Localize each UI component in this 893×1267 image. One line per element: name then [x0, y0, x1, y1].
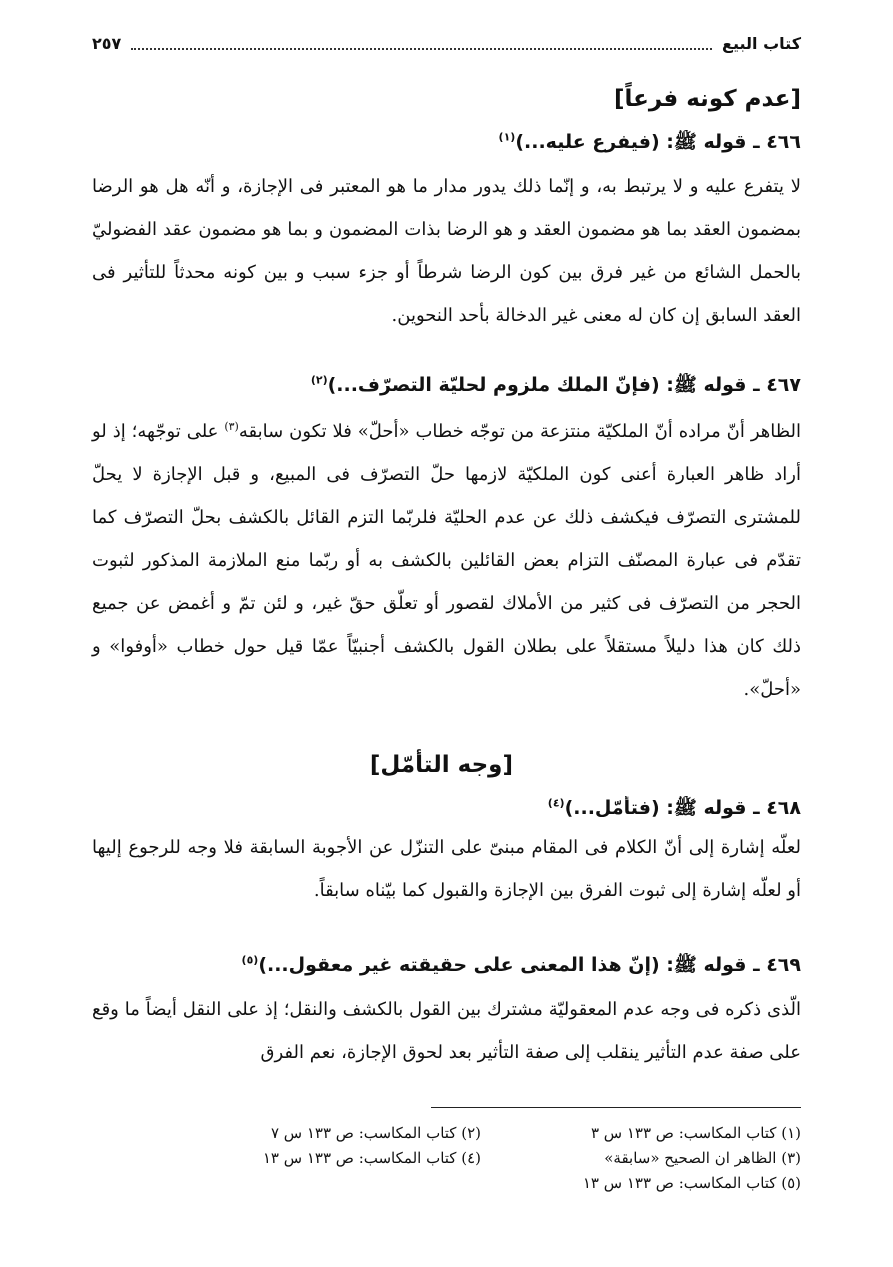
entry-quote: (فيفرع عليه...): [515, 131, 660, 153]
entry-lead: ـ قوله ﷺ:: [666, 131, 760, 153]
entry-quote: (فإنّ الملك ملزوم لحليّة التصرّف...): [327, 374, 660, 396]
entry-heading: [92, 953, 801, 981]
entry-heading: [92, 373, 801, 401]
section-heading: [عدم كونه فرعاً]: [614, 86, 801, 112]
footnote-separator: [431, 1107, 801, 1108]
running-header: [92, 28, 801, 58]
footnote-marker: (٢): [310, 373, 328, 387]
paragraph-text-part: على توجّهه؛ إذ لو أراد ظاهر العبارة أعنى كون الملكيّة لازمها حلّ التصرّف فى المبيع، و قبل الإجازة لا يحلّ للمشترى التصرّف فيكشف ذلك عن عدم الحليّة فلربّما التزم القائل بالكشف بحلّ التصرّف كما تقدّم فى عبارة المصنّف التزام بعض القائلين بالكشف به أو ربّما منع الملازمة المذكور لثبوت الحجر من التصرّف فى كثير من الأملاك لقصور أو تعلّق حقّ غير، و لئن تمّ و أغمض عن جميع ذلك كان هذا دليلاً مستقلاً على بطلان القول بالكشف أجنبيّاً عمّا قيل حول خطاب «أوفوا» و «أحلّ».: [92, 421, 801, 700]
paragraph-text-part: الظاهر أنّ مراده أنّ الملكيّة منتزعة من توجّه خطاب «أحلّ» فلا تكون سابقه: [238, 421, 801, 442]
paragraph-text: [92, 410, 801, 711]
commentary-paragraph: [92, 165, 801, 337]
entry-quote: (فتأمّل...): [564, 797, 660, 819]
footnote-marker: (١): [498, 130, 516, 144]
footnote: (٢) كتاب المكاسب: ص ١٣٣ س ٧: [270, 1124, 481, 1142]
paragraph-text: الّذى ذكره فى وجه عدم المعقوليّة مشترك بين القول بالكشف والنقل؛ إذ على النقل أيضاً ما وقع على صفة عدم التأثير ينقلب إلى صفة التأثير بعد لحوق الإجازة، نعم الفرق: [92, 999, 801, 1063]
paragraph-text: لعلّه إشارة إلى أنّ الكلام فى المقام مبنىّ على التنزّل عن الأجوبة السابقة فلا وجه للرجوع إليها أو لعلّه إشارة إلى ثبوت الفرق بين الإجازة والقبول كما بيّناه سابقاً.: [92, 837, 801, 901]
entry-heading: [92, 796, 801, 824]
entry-quote: (إنّ هذا المعنى على حقيقته غير معقول...): [258, 954, 660, 976]
footnote: (٣) الظاهر ان الصحيح «سابقة»: [604, 1149, 801, 1167]
page-number: ٢٥٧: [92, 33, 122, 53]
commentary-paragraph: [92, 410, 801, 711]
paragraph-text: لا يتفرع عليه و لا يرتبط به، و إنّما ذلك يدور مدار ما هو المعتبر فى الإجازة، و أنّه هل هو الرضا بمضمون العقد بما هو مضمون العقد و هو الرضا بذات المضمون و بما هو مضمون عقد الفضوليّ بالحمل الشائع من غير فرق بين كون الرضا شرطاً أو جزء سبب و بين كونه محدثاً للتأثير فى العقد السابق إن كان له معنى غير الدخالة بأحد النحوين.: [92, 176, 801, 326]
footnote: (٥) كتاب المكاسب: ص ١٣٣ س ١٣: [582, 1174, 801, 1192]
commentary-paragraph: [92, 988, 801, 1074]
entry-number: ٤٦٦: [766, 131, 801, 153]
entry-lead: ـ قوله ﷺ:: [666, 797, 760, 819]
entry-number: ٤٦٧: [766, 374, 801, 396]
footnote-marker: (٣): [224, 420, 239, 433]
entry-number: ٤٦٨: [766, 797, 801, 819]
entry-heading: [92, 130, 801, 158]
footnote-marker: (٤): [547, 796, 565, 810]
header-leader-dots: [131, 36, 712, 50]
section-heading: [وجه التأمّل]: [369, 752, 513, 778]
entry-number: ٤٦٩: [766, 954, 801, 976]
entry-lead: ـ قوله ﷺ:: [666, 954, 760, 976]
commentary-paragraph: [92, 826, 801, 912]
footnote: (٤) كتاب المكاسب: ص ١٣٣ س ١٣: [262, 1149, 481, 1167]
book-title: كتاب البيع: [722, 33, 801, 53]
footnote-marker: (٥): [241, 953, 259, 967]
footnote: (١) كتاب المكاسب: ص ١٣٣ س ٣: [590, 1124, 801, 1142]
entry-lead: ـ قوله ﷺ:: [666, 374, 760, 396]
